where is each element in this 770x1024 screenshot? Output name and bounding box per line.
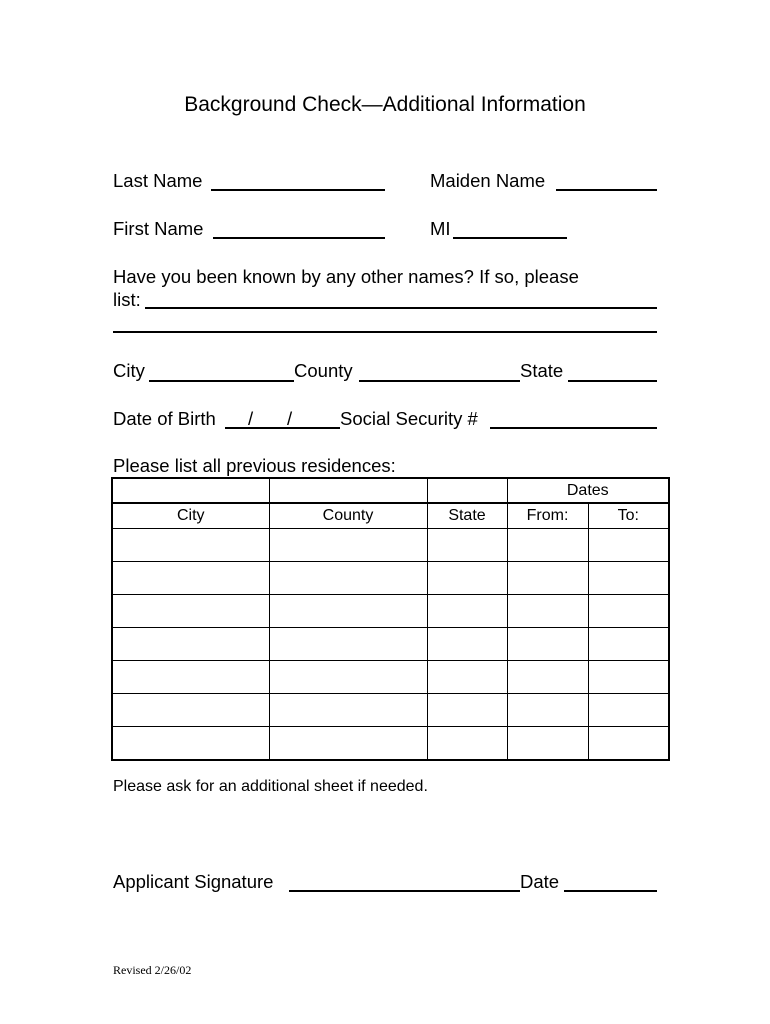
table-row [112,694,669,727]
table-header-cell [269,478,427,503]
residence-county-cell[interactable] [269,595,427,628]
residence-from-cell[interactable] [507,727,588,761]
table-row [112,595,669,628]
residence-city-cell[interactable] [112,595,269,628]
applicant-signature-label: Applicant Signature [113,871,274,892]
residence-to-cell[interactable] [588,595,669,628]
mi-label: MI [430,218,451,239]
state-field[interactable] [568,380,657,382]
column-header-from: From: [507,503,588,529]
residence-to-cell[interactable] [588,628,669,661]
other-names-question-line1: Have you been known by any other names? If so, please [113,266,579,287]
residence-to-cell[interactable] [588,661,669,694]
residence-county-cell[interactable] [269,529,427,562]
dob-separator: / [287,408,293,429]
table-header-row [112,478,669,503]
dob-field[interactable] [225,427,340,429]
table-header-cell [427,478,507,503]
ssn-field[interactable] [490,427,657,429]
maiden-name-label: Maiden Name [430,170,546,191]
residences-heading: Please list all previous residences: [113,455,396,476]
residence-to-cell[interactable] [588,562,669,595]
ssn-label: Social Security # [340,408,478,429]
table-header-cell [112,478,269,503]
residence-city-cell[interactable] [112,562,269,595]
residence-from-cell[interactable] [507,661,588,694]
additional-sheet-note: Please ask for an additional sheet if needed. [113,778,428,795]
table-header-row [112,503,669,529]
table-row [112,562,669,595]
last-name-field[interactable] [211,189,385,191]
city-label: City [113,360,145,381]
residence-city-cell[interactable] [112,727,269,761]
revision-note: Revised 2/26/02 [113,963,192,977]
dob-label: Date of Birth [113,408,216,429]
residence-from-cell[interactable] [507,562,588,595]
residence-from-cell[interactable] [507,595,588,628]
residence-state-cell[interactable] [427,595,507,628]
residence-county-cell[interactable] [269,727,427,761]
other-names-question [113,265,579,311]
residence-state-cell[interactable] [427,562,507,595]
residence-county-cell[interactable] [269,694,427,727]
residence-city-cell[interactable] [112,661,269,694]
state-label: State [520,360,564,381]
table-row [112,727,669,761]
column-header-state: State [427,503,507,529]
residence-state-cell[interactable] [427,661,507,694]
column-header-county: County [269,503,427,529]
dob-separator: / [248,408,254,429]
other-names-list-label: list: [113,289,141,310]
residence-city-cell[interactable] [112,628,269,661]
city-field[interactable] [149,380,294,382]
column-header-city: City [112,503,269,529]
table-row [112,628,669,661]
residence-city-cell[interactable] [112,529,269,562]
maiden-name-field[interactable] [556,189,657,191]
mi-field[interactable] [453,237,567,239]
residence-city-cell[interactable] [112,694,269,727]
residence-county-cell[interactable] [269,562,427,595]
residence-to-cell[interactable] [588,529,669,562]
signature-date-label: Date [520,871,560,892]
residence-from-cell[interactable] [507,628,588,661]
residence-from-cell[interactable] [507,529,588,562]
column-header-to: To: [588,503,669,529]
signature-date-field[interactable] [564,890,657,892]
residence-county-cell[interactable] [269,661,427,694]
first-name-label: First Name [113,218,204,239]
residence-from-cell[interactable] [507,694,588,727]
residence-to-cell[interactable] [588,694,669,727]
residence-county-cell[interactable] [269,628,427,661]
residences-table [111,477,670,761]
residence-state-cell[interactable] [427,529,507,562]
table-row [112,661,669,694]
applicant-signature-field[interactable] [289,890,520,892]
dates-header: Dates [507,478,669,503]
page-title: Background Check—Additional Information [184,93,586,116]
county-label: County [294,360,353,381]
table-row [112,529,669,562]
last-name-label: Last Name [113,170,203,191]
other-names-field-line2[interactable] [113,331,657,333]
residence-state-cell[interactable] [427,727,507,761]
residence-state-cell[interactable] [427,628,507,661]
residence-state-cell[interactable] [427,694,507,727]
county-field[interactable] [359,380,520,382]
other-names-field-line1[interactable] [145,307,657,309]
residence-to-cell[interactable] [588,727,669,761]
first-name-field[interactable] [213,237,385,239]
